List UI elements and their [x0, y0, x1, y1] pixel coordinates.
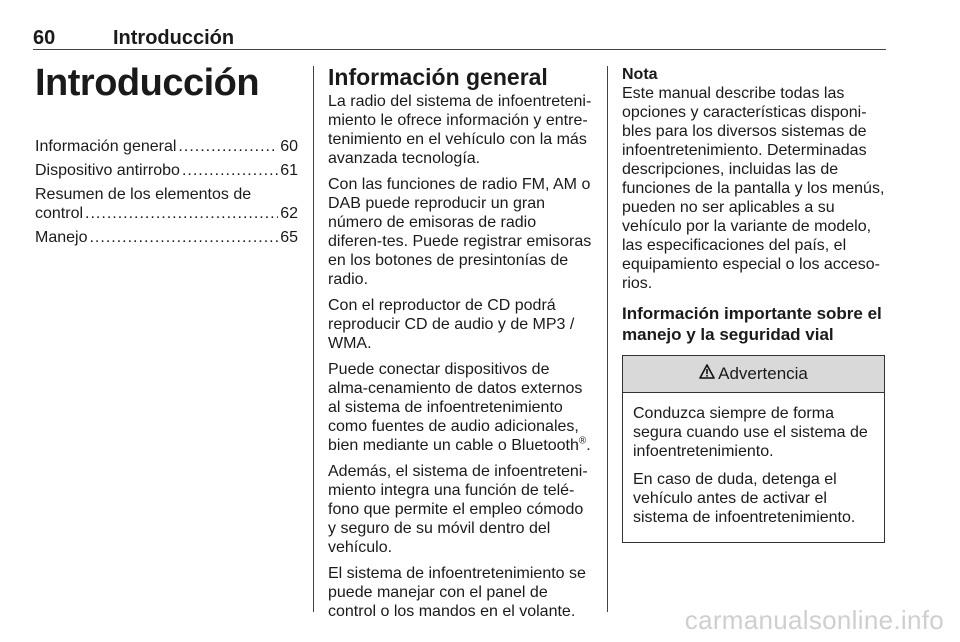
general-info-column — [328, 64, 592, 628]
column-divider-1 — [313, 66, 314, 612]
chapter-title: Introducción — [35, 62, 260, 104]
toc-page: 60 — [280, 138, 298, 155]
paragraph: Además, el sistema de infoentreteni-miento integra una función de telé-fono que permite el empleo cómodo y seguro de su móvil dentro del vehículo. — [328, 463, 588, 556]
paragraph-bluetooth — [328, 360, 592, 455]
registered-mark: ® — [578, 435, 587, 447]
toc-entry-antitheft[interactable] — [35, 161, 298, 180]
period: . — [586, 437, 591, 454]
paragraph: Con el reproductor de CD podrá reproducir CD de audio y de MP3 / WMA. — [328, 297, 575, 352]
toc-leader — [178, 137, 278, 156]
table-of-contents — [35, 137, 298, 247]
warning-title: Advertencia — [718, 364, 808, 383]
warning-triangle-icon — [699, 364, 718, 384]
notes-column — [622, 66, 885, 543]
toc-label: Información general — [35, 138, 177, 155]
toc-leader — [182, 161, 278, 180]
paragraph: Con las funciones de radio FM, AM o DAB puede reproducir un gran número de emisoras de radio diferen-tes. Puede registrar emisoras en los botones de presintonías de radio. — [328, 176, 592, 288]
warning-paragraph: Conduzca siempre de forma segura cuando use el sistema de infoentretenimiento. — [633, 405, 868, 460]
toc-page: 61 — [280, 162, 298, 179]
page-number: 60 — [33, 27, 56, 49]
toc-leader — [89, 228, 278, 247]
warning-header — [623, 356, 884, 393]
running-title: Introducción — [113, 27, 235, 49]
toc-entry-controls[interactable] — [35, 185, 298, 223]
warning-body — [623, 393, 884, 542]
note-text: Este manual describe todas las opciones y características disponi-bles para los diversos sistemas de infoentretenimiento. Determinadas descripciones, incluidas las de funciones de la pantalla y los menús, pueden no ser aplicables a su vehículo por la variante de modelo, las especificaciones del país, el equipamiento especial o los acceso-rios. — [622, 85, 885, 292]
toc-label: Manejo — [35, 229, 88, 246]
toc-column — [35, 56, 298, 252]
bluetooth-text: Puede conectar dispositivos de alma-cenamiento de datos externos al sistema de infoentretenimiento como fuentes de audio adicionales, bien mediante un cable o Bluetooth — [328, 361, 583, 454]
paragraph: La radio del sistema de infoentreteni-miento le ofrece información y entre-tenimiento en el vehículo con la más avanzada tecnología. — [328, 93, 592, 167]
header-rule — [33, 49, 886, 50]
toc-page: 62 — [280, 205, 298, 222]
section-heading: Información general — [328, 64, 548, 90]
paragraph: El sistema de infoentretenimiento se puede manejar con el panel de control o los mandos en el volante. — [328, 565, 586, 620]
toc-leader — [85, 204, 278, 223]
subsection-heading: Información importante sobre el manejo y la seguridad vial — [622, 304, 882, 344]
warning-box — [622, 355, 885, 543]
toc-label: control — [35, 205, 84, 222]
column-divider-2 — [607, 66, 608, 612]
toc-label: Dispositivo antirrobo — [35, 162, 180, 179]
watermark: carmanualsonline.info — [684, 605, 944, 635]
note-label: Nota — [622, 66, 658, 83]
toc-entry-operation[interactable] — [35, 228, 298, 247]
toc-page: 65 — [280, 229, 298, 246]
page-header — [33, 27, 886, 49]
toc-entry-general[interactable] — [35, 137, 298, 156]
warning-paragraph: En caso de duda, detenga el vehículo antes de activar el sistema de infoentretenimiento. — [633, 471, 856, 526]
toc-label-line1: Resumen de los elementos de — [35, 186, 252, 203]
